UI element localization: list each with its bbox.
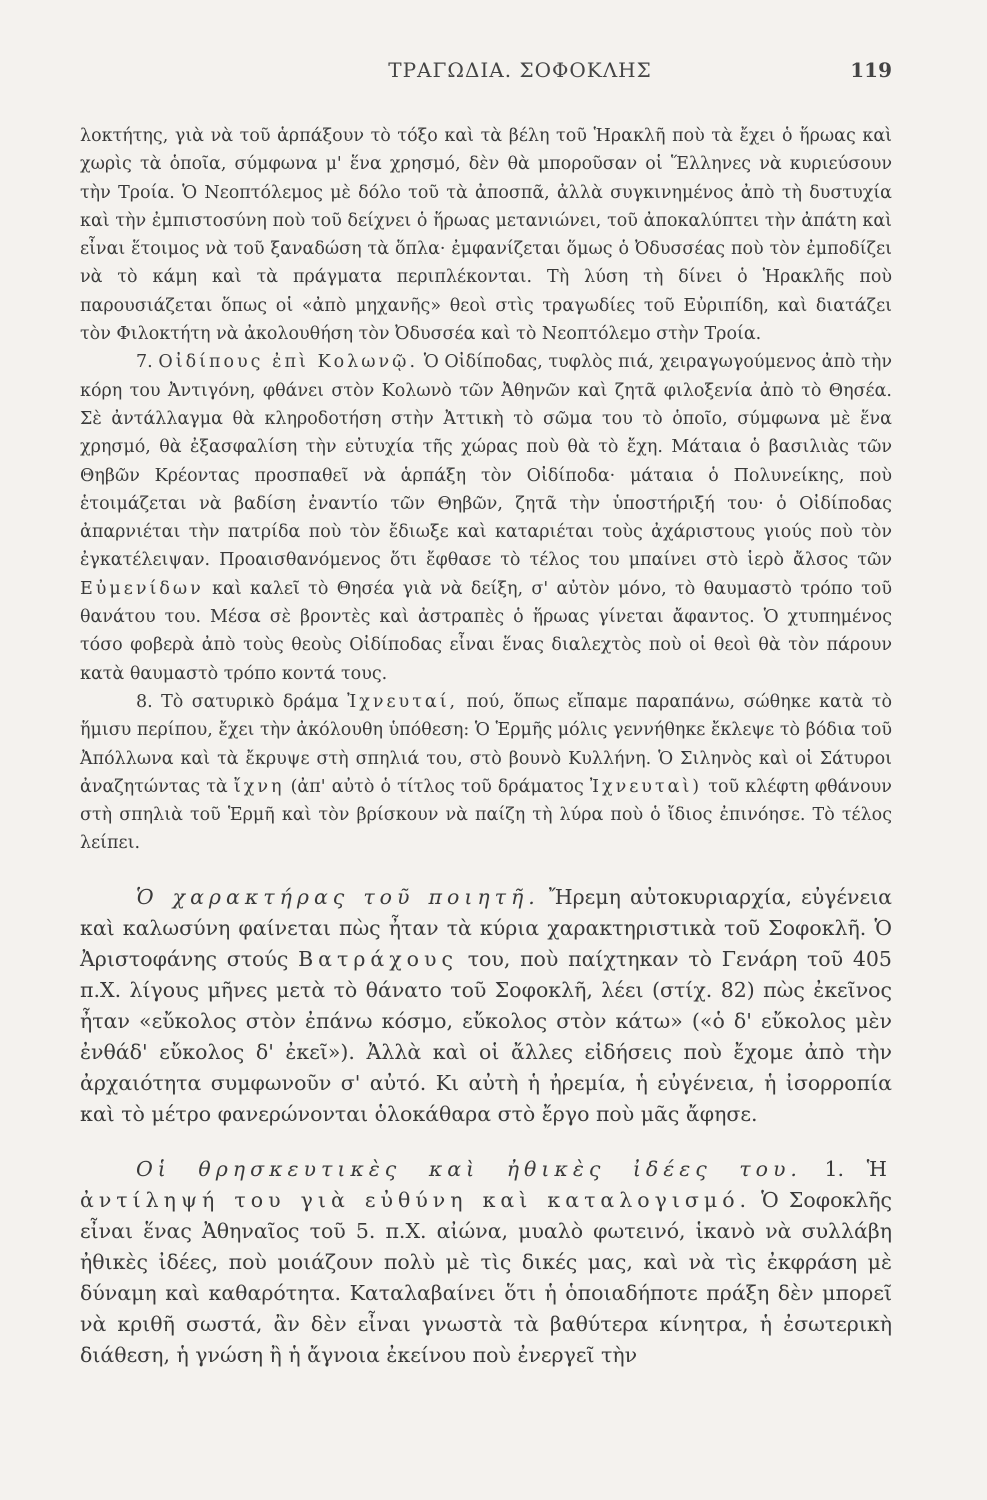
paragraph-philoctetes [80, 122, 892, 348]
paragraph-text: Ὁ Σοφοκλῆς εἶναι ἕνας Ἀθηναῖος τοῦ 5. π.Χ. αἰώνα, μυαλὸ φωτεινό, ἱκανὸ νὰ συλλάβη ἠθικὲς ἰδέες, ποὺ μοιάζουν πολὺ μὲ τὶς δικές μας, καὶ νὰ τὶς ἐκφράση μὲ δύναμη καὶ καθαρότητα. Καταλαβαίνει ὅτι ἡ ὁποιαδήποτε πράξη δὲν μπορεῖ νὰ κριθῆ σωστά, ἂν δὲν εἶναι γνωστὰ τὰ βαθύτερα κίνητρα, ἡ ἐσωτερικὴ διάθεση, ἡ γνώση ἢ ἡ ἄγνοια ἐκείνου ποὺ ἐνεργεῖ τὴν [80, 1187, 892, 1367]
running-title: ΤΡΑΓΩΔΙΑ. ΣΟΦΟΚΛΗΣ [388, 58, 652, 82]
item-number: 7. [136, 352, 153, 373]
paragraph-text: Τὸ σατυρικὸ δράμα [161, 691, 339, 712]
paragraph-text: λοκτήτης, γιὰ νὰ τοῦ ἁρπάξουν τὸ τόξο καὶ τὰ βέλη τοῦ Ἡρακλῆ ποὺ τὰ ἔχει ὁ ἥρωας καὶ χωρὶς τὰ ὁποῖα, σύμφωνα μ' ἕνα χρησμό, δὲν θὰ μποροῦσαν οἱ Ἕλληνες νὰ κυριεύσουν τὴν Τροία. Ὁ Νεοπτόλεμος μὲ δόλο τοῦ τὰ ἀποσπᾶ, ἀλλὰ συγκινημένος ἀπὸ τὴ δυστυχία καὶ τὴν ἐμπιστοσύνη ποὺ τοῦ δείχνει ὁ ἥρωας μετανιώνει, τοῦ ἀποκαλύπτει τὴν ἀπάτη καὶ εἶναι ἕτοιμος νὰ τοῦ ξαναδώση τὰ ὅπλα· ἐμφανίζεται ὅμως ὁ Ὀδυσσέας ποὺ τὸν ἐμποδίζει νὰ τὸ κάμη καὶ τὰ πράγματα περιπλέκονται. Τὴ λύση τὴ δίνει ὁ Ἡρακλῆς ποὺ παρουσιάζεται ὅπως οἱ «ἀπὸ μηχανῆς» θεοὶ στὶς τραγωδίες τοῦ Εὐριπίδη, καὶ διατάζει τὸν Φιλοκτήτη νὰ ἀκολουθήση τὸν Ὀδυσσέα καὶ τὸ Νεοπτόλεμο στὴν Τροία. [80, 126, 892, 345]
paragraph-ideas [80, 1154, 892, 1371]
section-heading: Οἱ θρησκευτικὲς καὶ ἠθικὲς ἰδέες του. [136, 1156, 802, 1181]
page-number: 119 [850, 58, 892, 82]
spaced-term: Εὐμενίδων [80, 578, 204, 599]
item-number: 1. [824, 1156, 845, 1181]
spaced-term: ἴχνη [233, 776, 285, 797]
page-body [80, 122, 892, 1371]
paragraph-text: Ἤρεμη αὐτοκυριαρχία, εὐγένεια καὶ καλωσύνη φαίνεται πὼς ἦταν τὰ κύρια χαρακτηριστικὰ τοῦ Σοφοκλῆ. Ὁ Ἀριστοφάνης στούς [80, 884, 892, 971]
spaced-term: Ἰχνευταὶ) [589, 776, 703, 797]
section-heading: Ὁ χαρακτήρας τοῦ ποιητῆ. [136, 884, 540, 909]
spaced-term: Ἡ ἀντίληψή του γιὰ εὐθύνη καὶ καταλογισμό. [80, 1156, 892, 1212]
paragraph-text-end: του, ποὺ παίχτηκαν τὸ Γενάρη τοῦ 405 π.Χ. λίγους μῆνες μετὰ τὸ θάνατο τοῦ Σοφοκλῆ, λέει (στίχ. 82) πὼς ἐκεῖνος ἦταν «εὔκολος στὸν ἐπάνω κόσμο, εὔκολος στὸν κάτω» («ὁ δ' εὔκολος μὲν ἐνθάδ' εὔκολος δ' ἐκεῖ»). Ἀλλὰ καὶ οἱ ἄλλες εἰδήσεις ποὺ ἔχομε ἀπὸ τὴν ἀρχαιότητα συμφωνοῦν σ' αὐτό. Κι αὐτὴ ἡ ἠρεμία, ἡ εὐγένεια, ἡ ἰσορροπία καὶ τὸ μέτρο φανερώνονται ὁλοκάθαρα στὸ ἔργο ποὺ μᾶς ἄφησε. [80, 946, 892, 1126]
page-header [80, 58, 892, 98]
small-print-section [80, 122, 892, 858]
paragraph-ichneutae [80, 688, 892, 858]
paragraph-text: (ἀπ' αὐτὸ ὁ τίτλος τοῦ δράματος [290, 776, 584, 797]
paragraph-text-end: καὶ καλεῖ τὸ Θησέα γιὰ νὰ δείξη, σ' αὐτὸν μόνο, τὸ θαυμαστὸ τρόπο τοῦ θανάτου του. Μέσα σὲ βροντὲς καὶ ἀστραπὲς ὁ ἥρωας γίνεται ἄφαντος. Ὁ χτυπημένος τόσο φοβερὰ ἀπὸ τοὺς θεοὺς Οἰδίποδας εἶναι ἕνας διαλεχτὸς ποὺ οἱ θεοὶ θὰ τὸν πάρουν κατὰ θαυμαστὸ τρόπο κοντά τους. [80, 578, 892, 684]
play-title: Οἰδίπους ἐπὶ Κολωνῷ. [158, 352, 419, 373]
paragraph-character [80, 882, 892, 1130]
paragraph-oedipus-colonus [80, 348, 892, 688]
character-section [80, 882, 892, 1130]
spaced-term: Ἰχνευταί, [347, 691, 459, 712]
paragraph-text: Ὁ Οἰδίποδας, τυφλὸς πιά, χειραγωγούμενος ἀπὸ τὴν κόρη του Ἀντιγόνη, φθάνει στὸν Κολωνὸ τῶν Ἀθηνῶν καὶ ζητᾶ φιλοξενία ἀπὸ τὸ Θησέα. Σὲ ἀντάλλαγμα θὰ κληροδοτήση στὴν Ἀττικὴ τὸ σῶμα του τὸ ὁποῖο, σύμφωνα μὲ ἕνα χρησμό, θὰ ἐξασφαλίση τὴν εὐτυχία τῆς χώρας ποὺ θὰ τὸ ἔχη. Μάταια ὁ βασιλιὰς τῶν Θηβῶν Κρέοντας προσπαθεῖ νὰ ἁρπάξη τὸν Οἰδίποδα· μάταια ὁ Πολυνείκης, ποὺ ἑτοιμάζεται νὰ βαδίση ἐναντίο τῶν Θηβῶν, ζητᾶ τὴν ὑποστήριξή του· ὁ Οἰδίποδας ἀπαρνιέται τὴν πατρίδα ποὺ τὸν ἔδιωξε καὶ καταριέται τοὺς ἀχάριστους γιούς ποὺ τὸν ἐγκατέλειψαν. Προαισθανόμενος ὅτι ἔφθασε τὸ τέλος του μπαίνει στὸ ἱερὸ ἄλσος τῶν [80, 352, 892, 571]
paragraph-text-end: τοῦ κλέφτη φθάνουν στὴ σπηλιὰ τοῦ Ἑρμῆ καὶ τὸν βρίσκουν νὰ παίζη τὴ λύρα ποὺ ὁ ἴδιος ἐπινόησε. Τὸ τέλος λείπει. [80, 776, 892, 854]
ideas-section [80, 1154, 892, 1371]
spaced-term: Βατράχους [298, 946, 458, 971]
paragraph-text: πού, ὅπως εἴπαμε παραπάνω, σώθηκε κατὰ τὸ ἥμισυ περίπου, ἔχει τὴν ἀκόλουθη ὑπόθεση: Ὁ Ἑρμῆς μόλις γεννήθηκε ἔκλεψε τὸ βόδια τοῦ Ἀπόλλωνα καὶ τὰ ἔκρυψε στὴ σπηλιά του, στὸ βουνὸ Κυλλήνη. Ὁ Σιληνὸς καὶ οἱ Σάτυροι ἀναζητώντας τὰ [80, 691, 892, 797]
item-number: 8. [136, 691, 153, 712]
